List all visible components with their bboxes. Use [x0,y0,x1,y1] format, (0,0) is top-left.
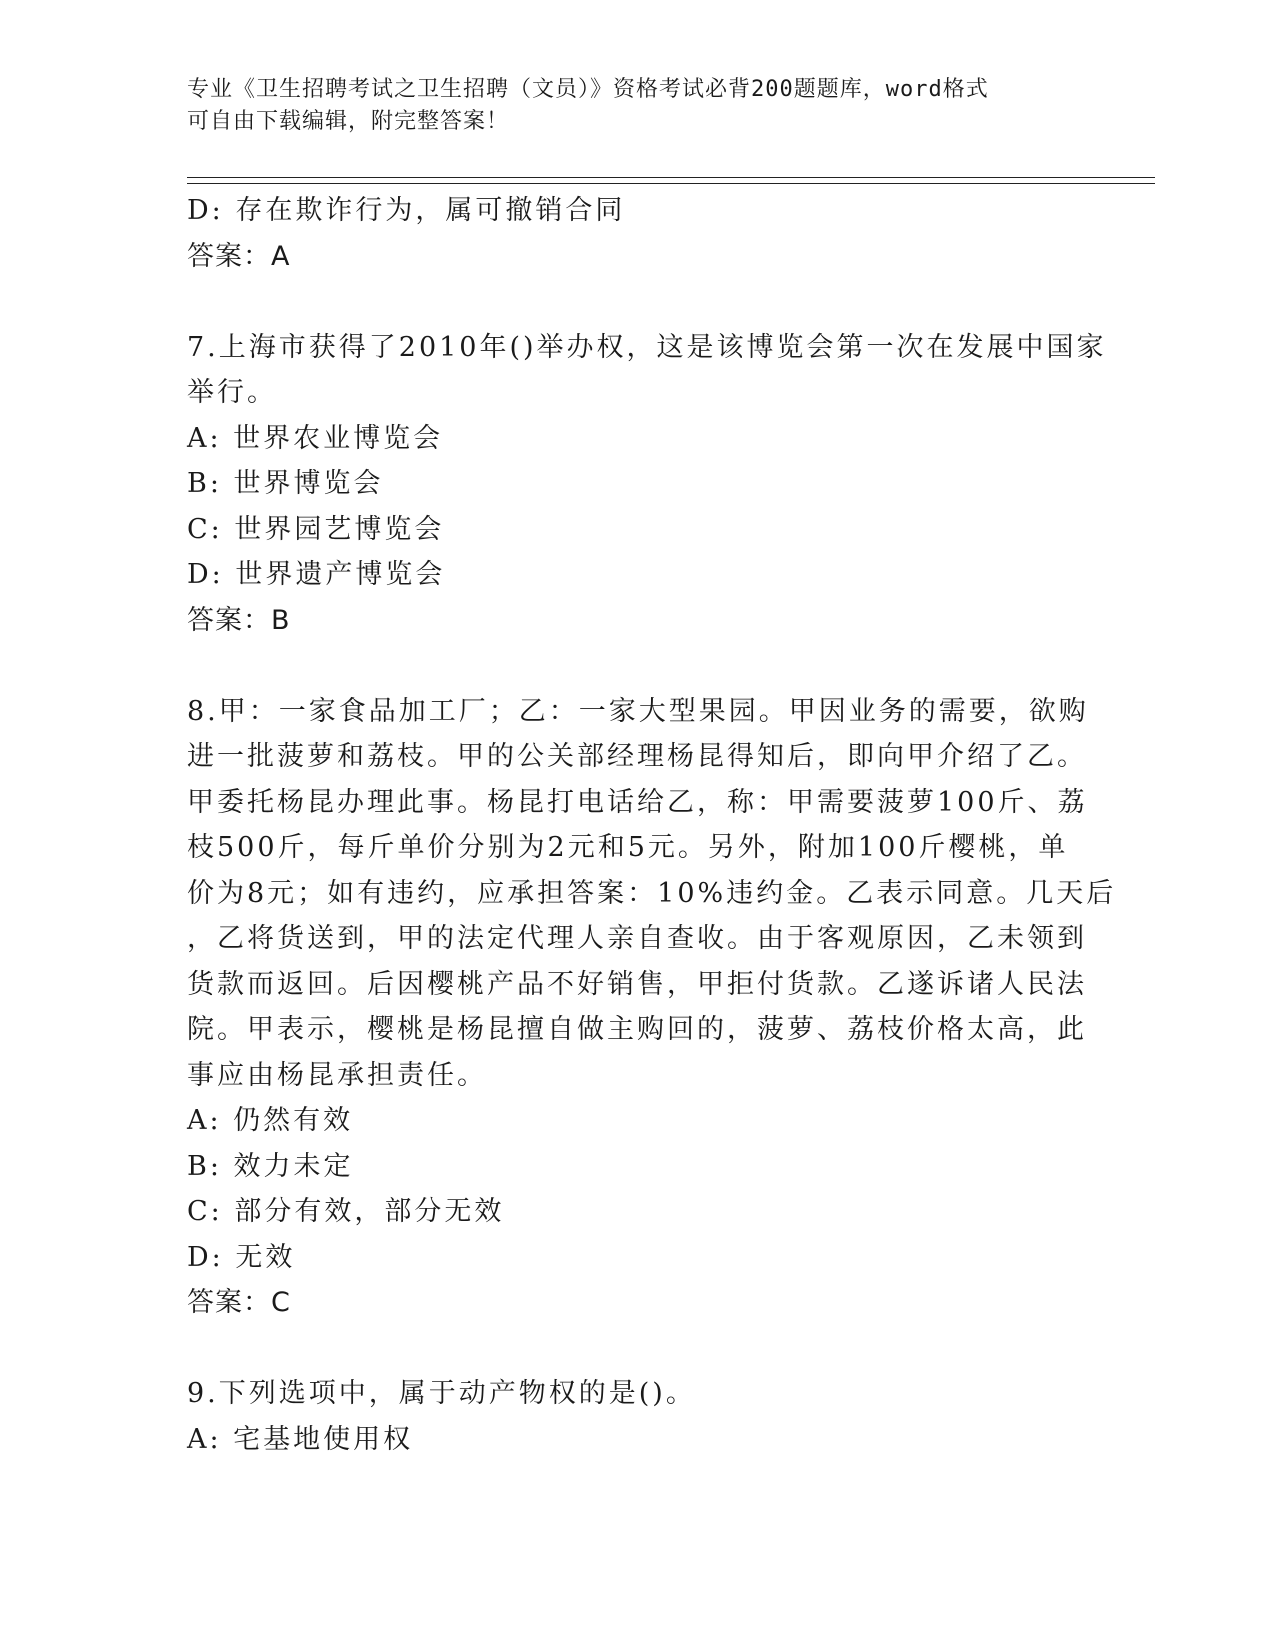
q7-stem-line: 举行。 [187,377,277,408]
q7-stem-line: 7.上海市获得了2010年()举办权，这是该博览会第一次在发展中国家 [187,331,1107,363]
q7-option-c: C: 世界园艺博览会 [187,513,445,545]
q7-option-d: D: 世界遗产博览会 [187,559,446,590]
q8-stem-line: 甲委托杨昆办理此事。杨昆打电话给乙，称：甲需要菠萝100斤、荔 [187,786,1088,818]
q8-stem-line: 进一批菠萝和荔枝。甲的公关部经理杨昆得知后，即向甲介绍了乙。 [187,741,1087,772]
q8-option-c: C: 部分有效，部分无效 [187,1196,505,1227]
header-divider-top [187,177,1155,178]
q8-stem-line: 院。甲表示，樱桃是杨昆擅自做主购回的，菠萝、荔枝价格太高，此 [187,1014,1087,1045]
q7-answer: 答案：B [187,604,291,636]
q8-option-b: B: 效力未定 [187,1150,354,1182]
q7-option-b: B: 世界博览会 [187,468,384,499]
q8-stem-line: 价为8元；如有违约，应承担答案：10%违约金。乙表示同意。几天后 [187,877,1117,909]
q8-stem-line: ，乙将货送到，甲的法定代理人亲自查收。由于客观原因，乙未领到 [187,923,1087,954]
q6-option-d: D: 存在欺诈行为，属可撤销合同 [187,195,626,226]
q8-option-d: D: 无效 [187,1241,296,1273]
q8-stem-line: 8.甲：一家食品加工厂；乙：一家大型果园。甲因业务的需要，欲购 [187,695,1089,727]
q8-option-a: A: 仍然有效 [187,1105,354,1136]
q7-option-a: A: 世界农业博览会 [187,422,444,454]
q9-stem-line: 9.下列选项中，属于动产物权的是()。 [187,1378,696,1409]
header-divider-bottom [187,183,1155,184]
q9-option-a: A: 宅基地使用权 [187,1423,414,1455]
header-line-1: 专业《卫生招聘考试之卫生招聘（文员）》资格考试必背200题题库，word格式 [187,77,989,102]
spacer [187,279,1077,325]
header-line-2: 可自由下载编辑，附完整答案！ [187,109,510,134]
q6-answer: 答案：A [187,240,291,272]
q8-stem-line: 货款而返回。后因樱桃产品不好销售，甲拒付货款。乙遂诉诸人民法 [187,968,1087,1000]
spacer [187,1326,1077,1372]
document-header [187,74,1067,138]
q8-answer: 答案：C [187,1287,291,1318]
question-content [187,188,1117,1462]
q8-stem-line: 枝500斤，每斤单价分别为2元和5元。另外，附加100斤樱桃，单 [187,832,1069,863]
q8-stem-line: 事应由杨昆承担责任。 [187,1059,487,1091]
spacer [187,643,1077,689]
